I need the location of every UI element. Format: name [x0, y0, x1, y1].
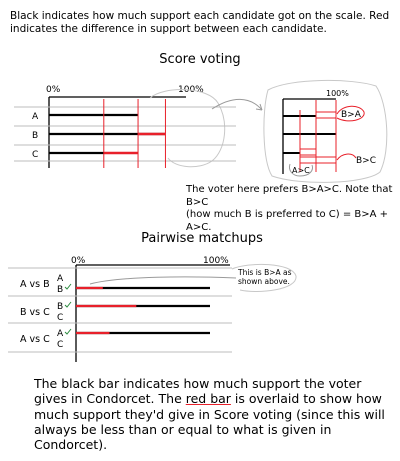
matchup-label: B vs C: [20, 307, 50, 318]
zoomed-inset: [264, 80, 387, 182]
explanation-text: The black bar indicates how much support the voter gives in Condorcet. The red bar is overlaid to show how much support they'd give in Score voting (since this will always be less than or equal to what is given in Condorcet).: [34, 376, 385, 452]
candidate-label: C: [57, 340, 64, 350]
red-bar-phrase: red bar: [185, 391, 231, 407]
score-voting-panel: [14, 85, 236, 168]
zoom-arrow: [212, 99, 262, 110]
score-axis-end: 100%: [178, 85, 204, 95]
candidate-label: C: [32, 150, 39, 160]
preference-note: The voter here prefers B>A>C. Note that B>C (how much B is preferred to C) = B>A + A>C.: [186, 184, 393, 233]
candidate-label: A: [32, 112, 39, 122]
matchup-label: A vs C: [20, 334, 50, 345]
intro-text: Black indicates how much support each candidate got on the scale. Red indicates the difference in support between each candidate.: [10, 10, 390, 35]
pairwise-title: Pairwise matchups: [141, 231, 263, 246]
candidate-label: C: [57, 313, 64, 323]
check-icon: [65, 302, 71, 307]
check-icon: [65, 284, 71, 289]
candidate-label: A: [57, 274, 64, 284]
label-b-over-c: B>C: [356, 156, 376, 166]
pairwise-axis-end: 100%: [203, 256, 229, 266]
score-axis-start: 0%: [46, 85, 61, 95]
zoom-axis-end: 100%: [326, 89, 349, 98]
label-a-over-c: A>C: [292, 166, 310, 175]
pairwise-panel: [8, 256, 296, 362]
candidate-label: B: [57, 285, 64, 295]
check-icon: [65, 329, 71, 334]
callout-arrow: [90, 277, 236, 284]
zoom-bubble: [150, 90, 225, 167]
label-b-over-a: B>A: [341, 110, 361, 120]
zoom-gap-bc: [300, 157, 336, 163]
candidate-label: A: [57, 329, 64, 339]
bubble-b-over-c: [337, 154, 356, 160]
score-voting-title: Score voting: [159, 52, 241, 67]
matchup-label: A vs B: [20, 279, 50, 290]
zoom-gap-ba: [316, 112, 336, 118]
candidate-label: B: [57, 302, 64, 312]
zoom-gap-ac: [300, 149, 316, 155]
candidate-label: B: [32, 131, 39, 141]
pairwise-axis-start: 0%: [71, 256, 86, 266]
callout-text: This is B>A as shown above.: [238, 268, 292, 286]
